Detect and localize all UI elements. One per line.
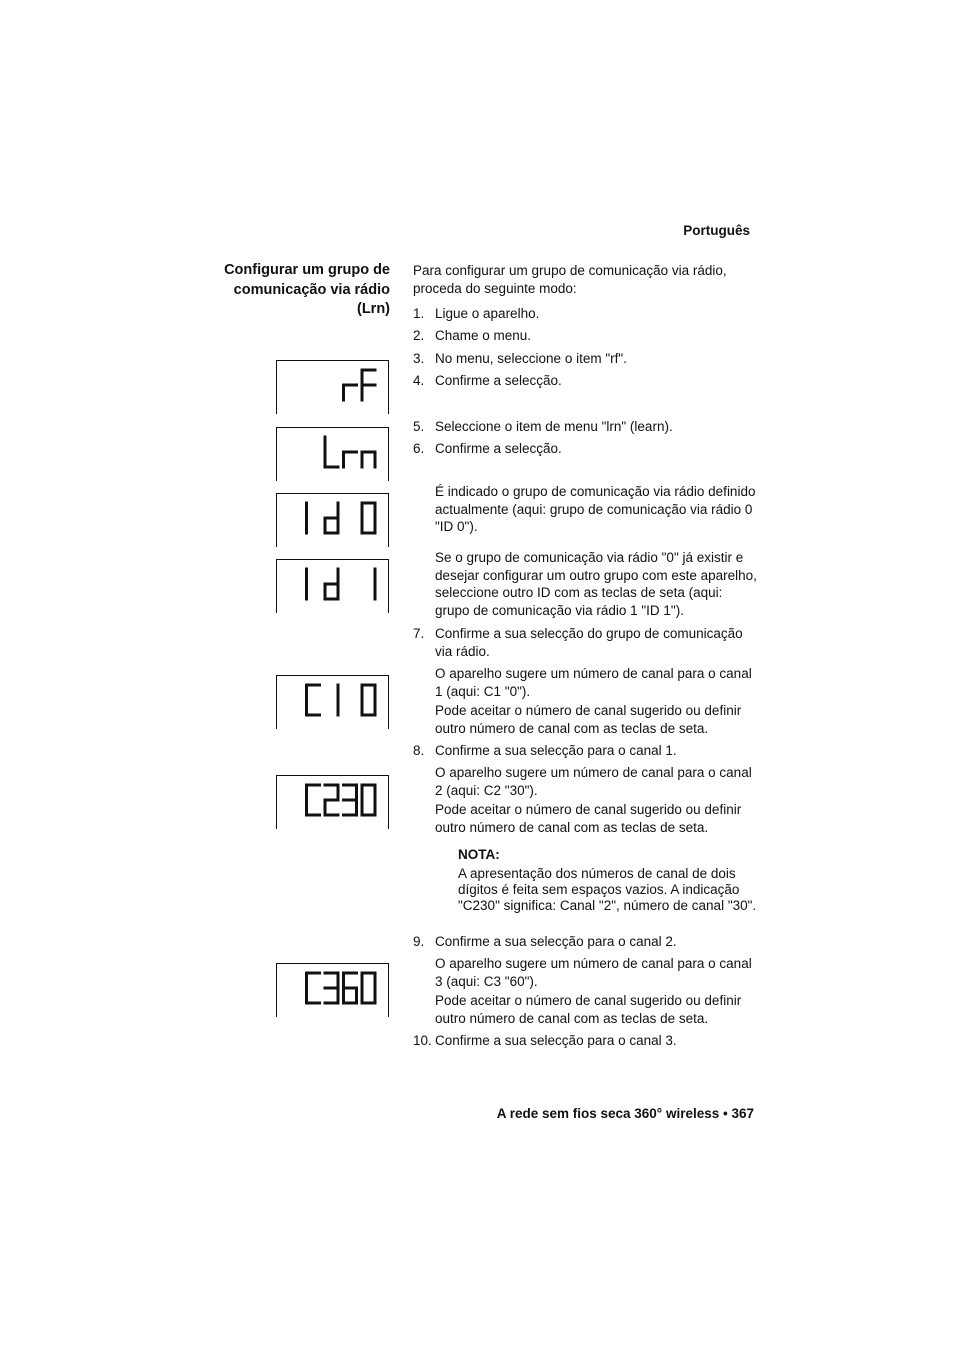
step-text: Chame o menu. (435, 328, 532, 343)
paragraph-c3-accept: Pode aceitar o número de canal sugerido ou definir outro número de canal com as teclas de seta. (435, 993, 742, 1026)
display-c10 (276, 675, 389, 729)
display-rf (276, 360, 389, 414)
step-number: 1. (413, 306, 425, 321)
note-title: NOTA: (458, 847, 500, 862)
step-number: 2. (413, 328, 425, 343)
section-title-line-3: (Lrn) (356, 301, 390, 317)
intro-text: Para configurar um grupo de comunicação via rádio, proceda do seguinte modo: (413, 263, 727, 296)
display-c360 (276, 963, 389, 1017)
paragraph-id-current: É indicado o grupo de comunicação via rádio definido actualmente (aqui: grupo de comunicação via rádio 0 "ID 0"). (435, 484, 756, 535)
display-c230 (276, 775, 389, 829)
step-number: 8. (413, 743, 425, 758)
section-title (180, 261, 390, 320)
paragraph-c1-suggest: O aparelho sugere um número de canal para o canal 1 (aqui: C1 "0"). (435, 666, 752, 699)
paragraph-c2-suggest: O aparelho sugere um número de canal para o canal 2 (aqui: C2 "30"). (435, 765, 752, 798)
step-text: Confirme a sua selecção para o canal 1. (435, 743, 677, 758)
note-text: A apresentação dos números de canal de dois dígitos é feita sem espaços vazios. A indicação "C230" significa: Canal "2", número de canal "30". (458, 865, 757, 913)
step-text: No menu, seleccione o item "rf". (435, 351, 627, 366)
step-number: 7. (413, 626, 425, 641)
display-id1 (276, 559, 389, 613)
display-lrn (276, 427, 389, 481)
note (458, 846, 758, 914)
section-title-line-1: Configurar um grupo de (224, 262, 390, 278)
language-label: Português (683, 223, 750, 238)
step-number: 10. (413, 1033, 432, 1048)
step-text: Seleccione o item de menu "lrn" (learn). (435, 419, 673, 434)
display-glyphs (277, 494, 387, 546)
step-number: 3. (413, 351, 425, 366)
paragraph-c1-accept: Pode aceitar o número de canal sugerido ou definir outro número de canal com as teclas de seta. (435, 703, 742, 736)
step-number: 4. (413, 373, 425, 388)
display-glyphs (277, 428, 387, 480)
step-text: Ligue o aparelho. (435, 306, 540, 321)
display-glyphs (277, 361, 387, 413)
display-glyphs (277, 964, 387, 1016)
display-id0 (276, 493, 389, 547)
step-text: Confirme a sua selecção do grupo de comunicação via rádio. (435, 626, 743, 659)
display-glyphs (277, 560, 387, 612)
step-text: Confirme a selecção. (435, 441, 562, 456)
paragraph-c2-accept: Pode aceitar o número de canal sugerido ou definir outro número de canal com as teclas de seta. (435, 802, 742, 835)
step-number: 9. (413, 934, 425, 949)
page-footer: A rede sem fios seca 360° wireless • 367 (496, 1106, 754, 1121)
display-glyphs (277, 776, 387, 828)
step-number: 5. (413, 419, 425, 434)
section-title-line-2: comunicação via rádio (233, 281, 390, 298)
paragraph-id-other: Se o grupo de comunicação via rádio "0" já existir e desejar configurar um outro grupo com este aparelho, seleccione outro ID com as teclas de seta (aqui: grupo de comunicação via rádio 1 "ID 1"). (435, 550, 757, 618)
paragraph-c3-suggest: O aparelho sugere um número de canal para o canal 3 (aqui: C3 "60"). (435, 956, 752, 989)
step-text: Confirme a sua selecção para o canal 3. (435, 1033, 677, 1048)
display-glyphs (277, 676, 387, 728)
step-text: Confirme a selecção. (435, 373, 562, 388)
step-number: 6. (413, 441, 425, 456)
step-text: Confirme a sua selecção para o canal 2. (435, 934, 677, 949)
